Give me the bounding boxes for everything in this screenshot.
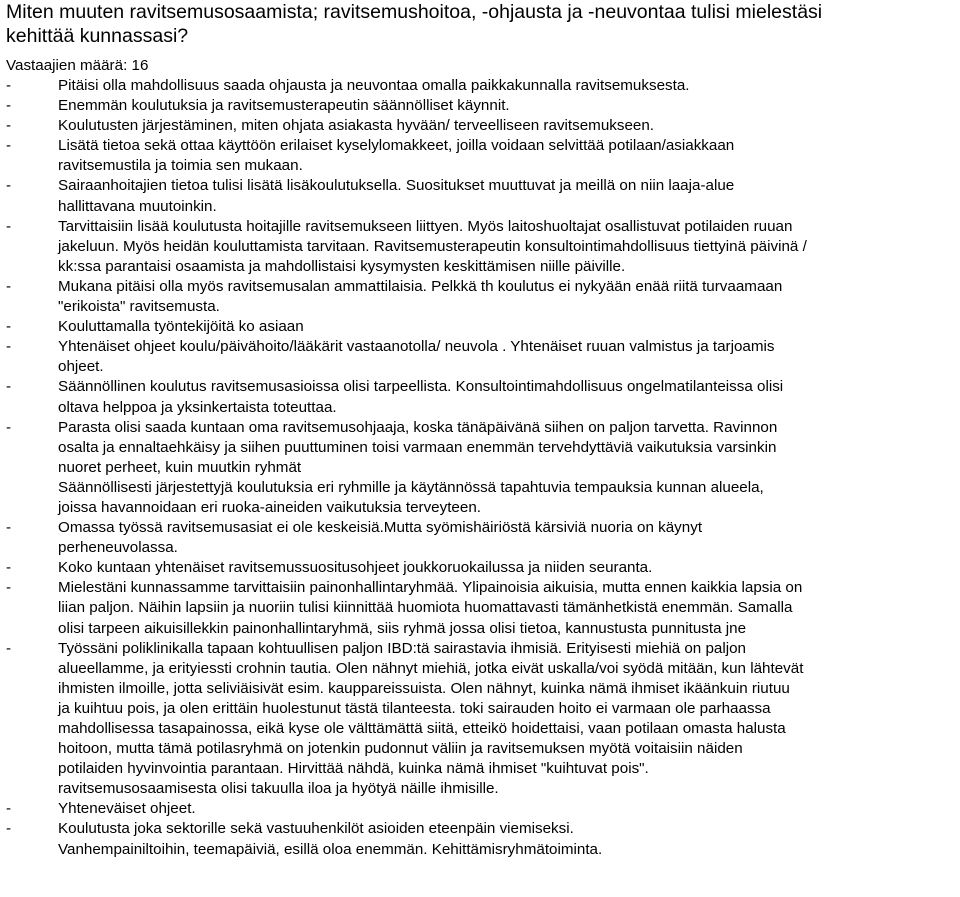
response-line: osalta ja ennaltaehkäisy ja siihen puuttuminen toisi varmaan enemmän tervehdyttäviä vaikutuksia varsinkin	[58, 438, 777, 456]
response-item	[6, 518, 956, 558]
response-line: Omassa työssä ravitsemusasiat ei ole keskeisiä.Mutta syömishäiriöstä kärsiviä nuoria on käynyt	[58, 519, 703, 537]
response-item	[6, 578, 956, 638]
dash-bullet: -	[6, 318, 12, 336]
response-line: Koko kuntaan yhtenäiset ravitsemussuositusohjeet joukkoruokailussa ja niiden seuranta.	[58, 559, 653, 577]
response-line: "erikoista" ravitsemusta.	[58, 298, 220, 316]
response-item	[6, 799, 956, 819]
dash-bullet: -	[6, 519, 12, 537]
response-line: Yhteneväiset ohjeet.	[58, 800, 196, 818]
dash-bullet: -	[6, 277, 12, 295]
response-line: nuoret perheet, kuin muutkin ryhmät	[58, 458, 302, 476]
response-line: ohjeet.	[58, 358, 104, 376]
response-line: Koulutusta joka sektorille sekä vastuuhenkilöt asioiden eteenpäin viemiseksi.	[58, 820, 574, 838]
response-line: Säännöllisesti järjestettyjä koulutuksia eri ryhmille ja käytännössä tapahtuvia tempauksia kunnan alueela,	[58, 478, 764, 496]
response-line: ravitsemustila ja toimia sen mukaan.	[58, 157, 303, 175]
dash-bullet: -	[6, 820, 12, 838]
response-line: hoitoon, mutta tämä potilasryhmä on jotenkin pudonnut väliin ja ravitsemuksen myötä voitaisiin näiden	[58, 740, 743, 758]
response-line: olisi tarpeen aikuisillekkin painonhallintaryhmä, siis ryhmä jossa olisi tietoa, kannustusta punnitusta jne	[58, 619, 747, 637]
dash-bullet: -	[6, 338, 12, 356]
response-line: Vanhempainiltoihin, teemapäiviä, esillä oloa enemmän. Kehittämisryhmätoiminta.	[58, 840, 603, 858]
response-line: jakeluun. Myös heidän kouluttamista tarvitaan. Ravitsemusterapeutin konsultointimahdollisuus tiettyinä päivinä /	[58, 237, 807, 255]
response-line: perheneuvolassa.	[58, 539, 178, 557]
response-line: liian paljon. Näihin lapsiin ja nuoriin tulisi kiinnittää huomiota huomattavasti tämänhetkistä enemmän. Samalla	[58, 599, 793, 617]
response-line: alueellamme, ja erityiessti crohnin tautia. Olen nähnyt miehiä, jotka eivät uskalla/voi syödä mitään, kun lähtevät	[58, 659, 804, 677]
response-line: ihmisten ilmoille, jotta seliviäisivät esim. kauppareissuista. Olen nähnyt, kuinka nämä ihmiset ikäänkuin riutuu	[58, 679, 790, 697]
respondent-count: Vastaajien määrä: 16	[6, 57, 149, 74]
dash-bullet: -	[6, 137, 12, 155]
response-line: Parasta olisi saada kuntaan oma ravitsemusohjaaja, koska tänäpäivänä siihen on paljon tarvetta. Ravinnon	[58, 418, 778, 436]
response-line: Mielestäni kunnassamme tarvittaisiin painonhallintaryhmää. Ylipainoisia aikuisia, mutta ennen kaikkia lapsia on	[58, 579, 803, 597]
response-line: kk:ssa parantaisi osaamista ja mahdollistaisi kysymysten keskittämisen niille päiville.	[58, 257, 626, 275]
response-item	[6, 558, 956, 578]
survey-document	[6, 0, 956, 860]
response-item	[6, 76, 956, 96]
response-item	[6, 337, 956, 377]
response-line: mahdollisessa tasapainossa, eikä kyse ole välttämättä siitä, etteikö hoidettaisi, vaan potilaan omasta halusta	[58, 720, 786, 737]
response-item	[6, 217, 956, 277]
response-item	[6, 377, 956, 417]
response-line: hallittavana muutoinkin.	[58, 197, 217, 215]
question-line: Miten muuten ravitsemusosaamista; ravitsemushoitoa, -ohjausta ja -neuvontaa tulisi mielestäsi	[6, 1, 823, 23]
response-line: Yhtenäiset ohjeet koulu/päivähoito/lääkärit vastaanotolla/ neuvola . Yhtenäiset ruuan valmistus ja tarjoamis	[58, 338, 775, 356]
dash-bullet: -	[6, 217, 12, 235]
response-item	[6, 277, 956, 317]
response-item	[6, 317, 956, 337]
dash-bullet: -	[6, 418, 12, 436]
response-list	[6, 76, 956, 860]
dash-bullet: -	[6, 177, 12, 195]
response-item	[6, 639, 956, 800]
response-line: Työssäni poliklinikalla tapaan kohtuullisen paljon IBD:tä sairastavia ihmisiä. Erityisesti miehiä on paljon	[58, 639, 747, 657]
dash-bullet: -	[6, 579, 12, 597]
dash-bullet: -	[6, 639, 12, 657]
response-line: Pitäisi olla mahdollisuus saada ohjausta ja neuvontaa omalla paikkakunnalla ravitsemuksesta.	[58, 77, 690, 94]
dash-bullet: -	[6, 800, 12, 818]
dash-bullet: -	[6, 117, 12, 135]
response-line: Kouluttamalla työntekijöitä ko asiaan	[58, 318, 304, 336]
response-line: ravitsemusosaamisesta olisi takuulla iloa ja hyötyä näille ihmisille.	[58, 780, 499, 798]
response-line: Mukana pitäisi olla myös ravitsemusalan ammattilaisia. Pelkkä th koulutus ei nykyään enää riitä turvaamaan	[58, 277, 783, 295]
response-line: potilaiden hyvinvointia parantaan. Hirvittää nähdä, kuinka nämä ihmiset "kuihtuvat pois".	[58, 760, 649, 778]
response-line: Tarvittaisiin lisää koulutusta hoitajille ravitsemukseen liittyen. Myös laitoshuoltajat osallistuvat potilaiden ruuan	[58, 217, 793, 235]
response-line: oltava helppoa ja yksinkertaista toteuttaa.	[58, 398, 337, 416]
response-item	[6, 96, 956, 116]
response-item	[6, 819, 956, 859]
question-heading	[6, 0, 956, 48]
response-line: Säännöllinen koulutus ravitsemusasioissa olisi tarpeellista. Konsultointimahdollisuus ongelmatilanteissa olisi	[58, 378, 784, 396]
dash-bullet: -	[6, 97, 12, 115]
response-line: ja kuihtuu pois, ja olen erittäin huolestunut tästä tilanteesta. toki sairauden hoito ei varmaan ole parhaassa	[58, 699, 771, 717]
question-line: kehittää kunnassasi?	[6, 25, 189, 47]
response-line: Lisätä tietoa sekä ottaa käyttöön erilaiset kyselylomakkeet, joilla voidaan selvittää potilaan/asiakkaan	[58, 137, 735, 155]
response-item	[6, 116, 956, 136]
dash-bullet: -	[6, 77, 12, 94]
response-line: Enemmän koulutuksia ja ravitsemusterapeutin säännölliset käynnit.	[58, 97, 510, 115]
dash-bullet: -	[6, 559, 12, 577]
response-item	[6, 136, 956, 176]
response-item	[6, 176, 956, 216]
response-line: Koulutusten järjestäminen, miten ohjata asiakasta hyvään/ terveelliseen ravitsemukseen.	[58, 117, 655, 135]
response-item	[6, 418, 956, 518]
dash-bullet: -	[6, 378, 12, 396]
response-line: joissa havannoidaan eri ruoka-aineiden vaikutuksia terveyteen.	[58, 498, 481, 516]
response-line: Sairaanhoitajien tietoa tulisi lisätä lisäkoulutuksella. Suositukset muuttuvat ja meillä on niin laaja-alue	[58, 177, 735, 195]
